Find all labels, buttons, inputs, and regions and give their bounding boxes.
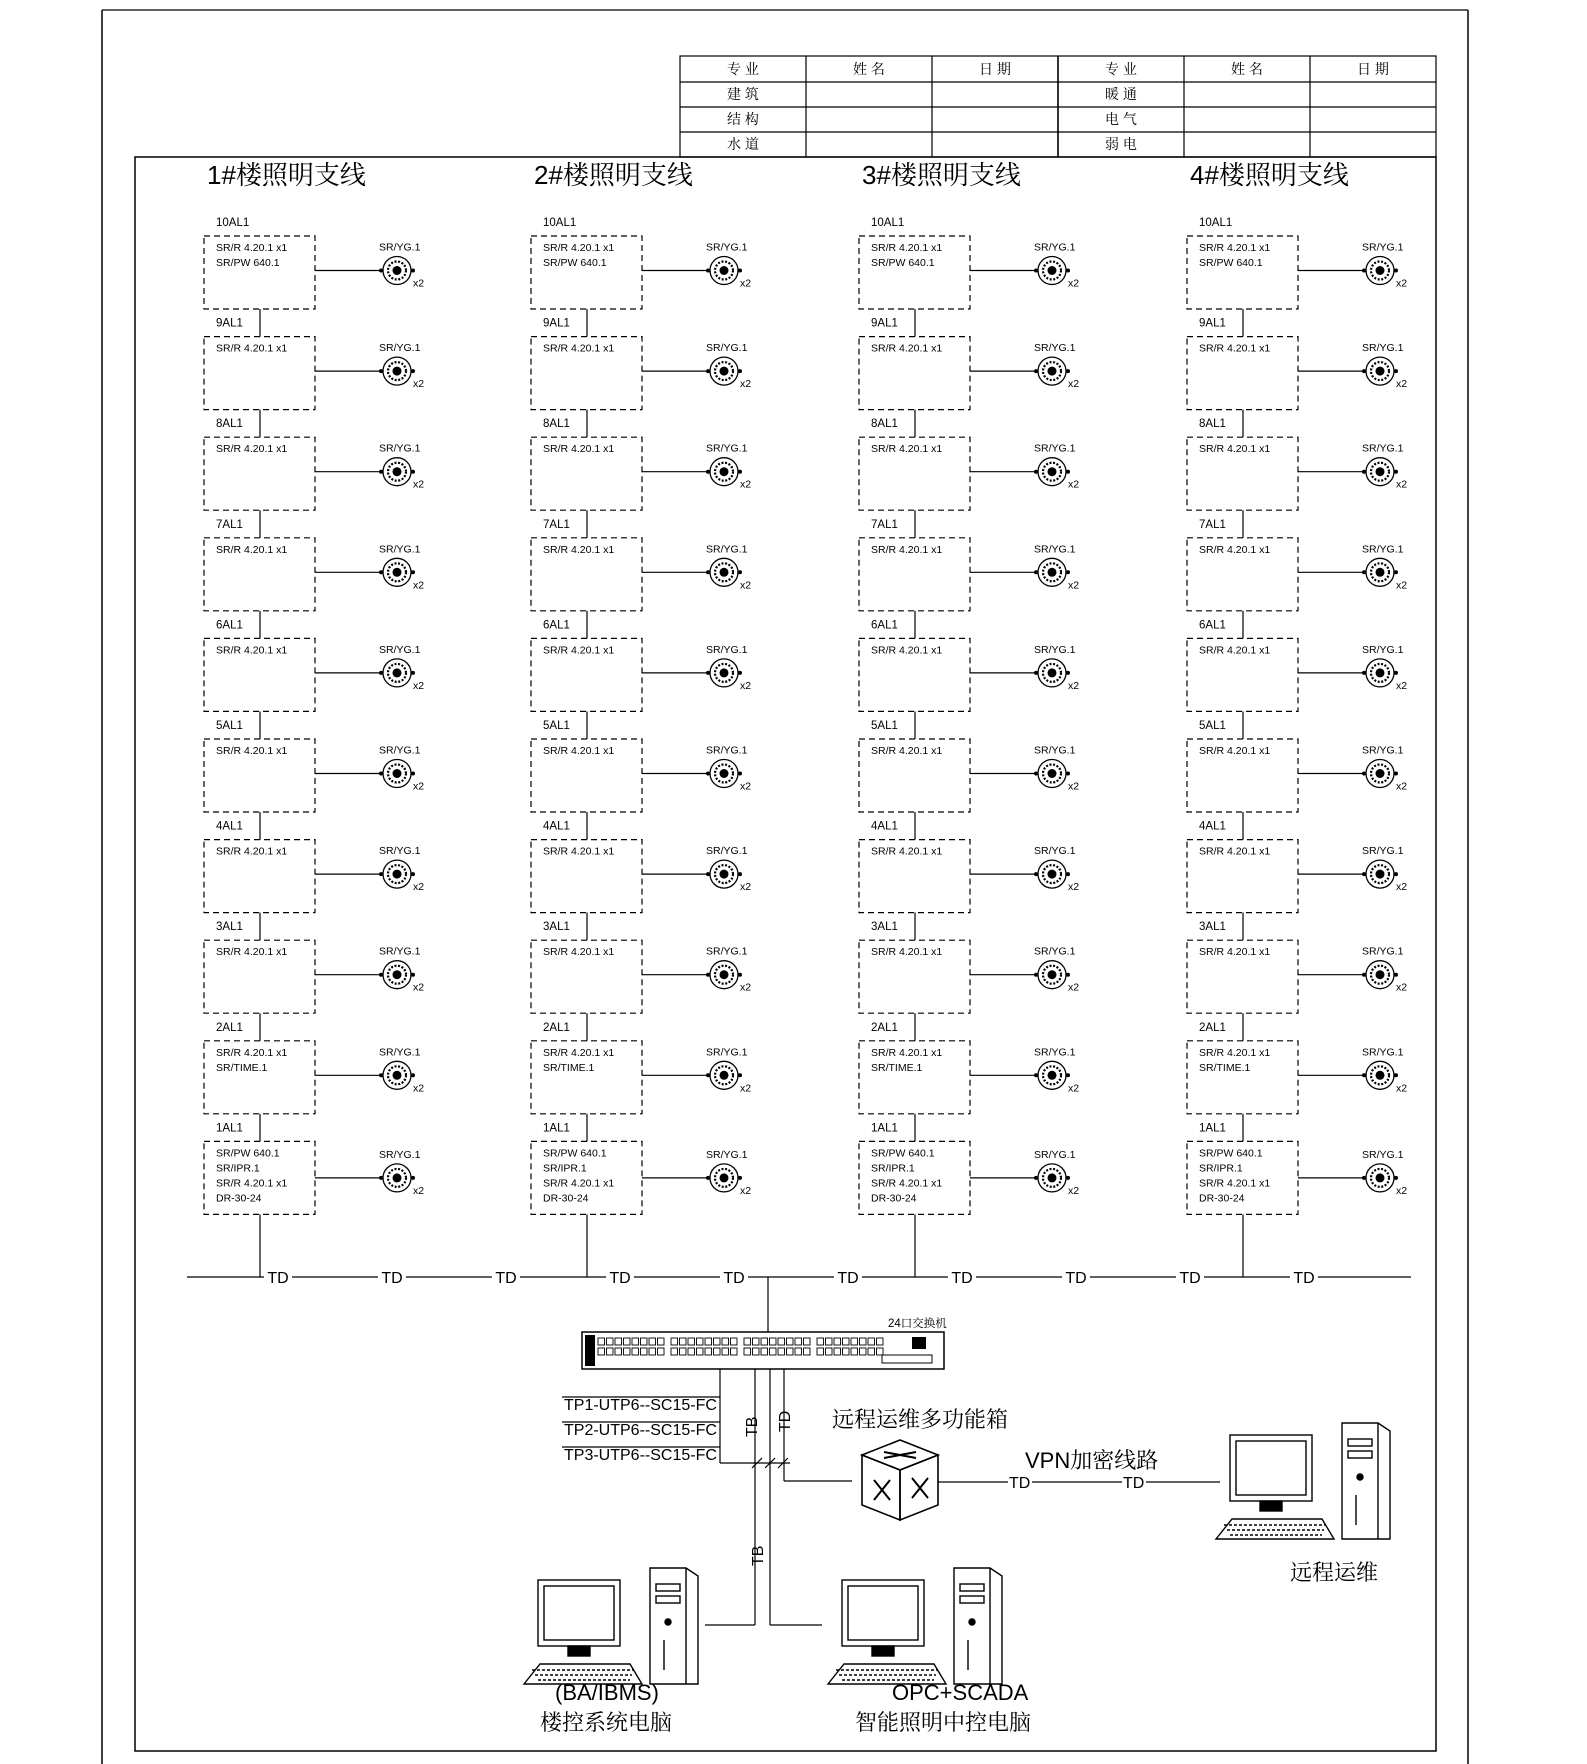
- cable-label-tp2: TP2-UTP6--SC15-FC: [564, 1422, 717, 1439]
- module-text: SR/R 4.20.1 x1: [216, 1046, 288, 1059]
- panel-label: SR/YG.1: [1362, 442, 1404, 455]
- panel-label: SR/YG.1: [706, 241, 748, 254]
- remote-maintenance-box: [862, 1440, 938, 1520]
- cable-label-tp3: TP3-UTP6--SC15-FC: [564, 1447, 717, 1464]
- panel-qty: x2: [1068, 579, 1080, 592]
- panel-qty: x2: [1396, 679, 1408, 692]
- floor-label: 1AL1: [216, 1122, 243, 1135]
- floor-label: 8AL1: [1199, 418, 1226, 431]
- panel-qty: x2: [1396, 579, 1408, 592]
- module-text: SR/TIME.1: [216, 1061, 268, 1074]
- panel-label: SR/YG.1: [1362, 744, 1404, 757]
- module-text: SR/R 4.20.1 x1: [216, 845, 288, 858]
- smart-panel-icon: [1034, 961, 1070, 989]
- panel-label: SR/YG.1: [1034, 442, 1076, 455]
- bus-td-label: TD: [381, 1270, 403, 1287]
- panel-qty: x2: [1396, 378, 1408, 391]
- building-title: 2#楼照明支线: [534, 160, 693, 190]
- module-text: SR/R 4.20.1 x1: [543, 1046, 615, 1059]
- vpn-td-left: TD: [1009, 1475, 1031, 1492]
- floor-label: 3AL1: [543, 921, 570, 934]
- floor-label: 6AL1: [871, 619, 898, 632]
- remote-computer-icon: [1216, 1423, 1390, 1539]
- panel-qty: x2: [1396, 981, 1408, 994]
- smart-panel-icon: [706, 860, 742, 888]
- panel-label: SR/YG.1: [379, 945, 421, 958]
- smart-panel-icon: [706, 659, 742, 687]
- smart-panel-icon: [1362, 760, 1398, 788]
- building-title: 1#楼照明支线: [207, 160, 366, 190]
- module-text: SR/PW 640.1: [543, 1147, 607, 1160]
- floor-label: 7AL1: [871, 518, 898, 531]
- panel-qty: x2: [740, 1184, 752, 1197]
- opc-computer-line1: OPC+SCADA: [892, 1680, 1029, 1705]
- panel-label: SR/YG.1: [1362, 643, 1404, 656]
- smart-panel-icon: [1362, 659, 1398, 687]
- module-text: SR/R 4.20.1 x1: [543, 946, 615, 959]
- smart-panel-icon: [706, 760, 742, 788]
- panel-label: SR/YG.1: [379, 342, 421, 355]
- module-text: SR/R 4.20.1 x1: [216, 946, 288, 959]
- smart-panel-icon: [1034, 760, 1070, 788]
- panel-qty: x2: [1396, 881, 1408, 894]
- smart-panel-icon: [379, 961, 415, 989]
- module-text: SR/R 4.20.1 x1: [871, 845, 943, 858]
- smart-panel-icon: [379, 1061, 415, 1089]
- floor-label: 6AL1: [1199, 619, 1226, 632]
- building-columns: [204, 160, 1407, 1277]
- floor-label: 3AL1: [871, 921, 898, 934]
- panel-qty: x2: [413, 881, 425, 894]
- module-text: SR/R 4.20.1 x1: [543, 242, 615, 254]
- opc-computer-icon: [828, 1568, 1002, 1684]
- module-text: DR-30-24: [216, 1192, 262, 1205]
- module-text: SR/R 4.20.1 x1: [1199, 946, 1271, 959]
- floor-label: 3AL1: [1199, 921, 1226, 934]
- floor-panel: [859, 1122, 1079, 1277]
- floor-panel: [1187, 1122, 1407, 1277]
- smart-panel-icon: [379, 760, 415, 788]
- panel-label: SR/YG.1: [706, 1148, 748, 1161]
- panel-label: SR/YG.1: [1034, 342, 1076, 355]
- module-text: SR/R 4.20.1 x1: [216, 644, 288, 657]
- floor-label: 9AL1: [543, 317, 570, 330]
- module-text: SR/R 4.20.1 x1: [1199, 242, 1271, 254]
- module-text: SR/IPR.1: [543, 1162, 587, 1175]
- panel-qty: x2: [740, 780, 752, 793]
- module-text: SR/R 4.20.1 x1: [216, 443, 288, 456]
- building-column-4: [1187, 160, 1407, 1277]
- module-text: SR/IPR.1: [1199, 1162, 1243, 1175]
- panel-label: SR/YG.1: [1362, 1148, 1404, 1161]
- building-column-2: [531, 160, 751, 1277]
- uplink-port-icon: [912, 1337, 926, 1349]
- floor-panel: [204, 1122, 424, 1277]
- panel-label: SR/YG.1: [1362, 945, 1404, 958]
- panel-label: SR/YG.1: [379, 1046, 421, 1059]
- floor-label: 1AL1: [871, 1122, 898, 1135]
- smart-panel-icon: [706, 961, 742, 989]
- panel-qty: x2: [740, 579, 752, 592]
- floor-label: 4AL1: [216, 820, 243, 833]
- ba-computer-line2: 楼控系统电脑: [540, 1710, 673, 1735]
- smart-panel-icon: [706, 1164, 742, 1192]
- floor-label: 4AL1: [543, 820, 570, 833]
- floor-label: 10AL1: [216, 217, 250, 229]
- panel-label: SR/YG.1: [1034, 643, 1076, 656]
- panel-qty: x2: [413, 378, 425, 391]
- panel-label: SR/YG.1: [379, 543, 421, 556]
- smart-panel-icon: [379, 257, 415, 285]
- floor-label: 1AL1: [543, 1122, 570, 1135]
- title-row-right-0: 暖 通: [1105, 86, 1137, 102]
- smart-panel-icon: [379, 558, 415, 586]
- smart-panel-icon: [1362, 558, 1398, 586]
- panel-qty: x2: [1068, 679, 1080, 692]
- panel-label: SR/YG.1: [1362, 1046, 1404, 1059]
- panel-qty: x2: [740, 277, 752, 290]
- bus-td-label: TD: [1293, 1270, 1315, 1287]
- panel-qty: x2: [1068, 881, 1080, 894]
- title-row-left-2: 水 道: [727, 136, 759, 152]
- building-column-1: [204, 160, 424, 1277]
- panel-label: SR/YG.1: [379, 1148, 421, 1161]
- smart-panel-icon: [1034, 558, 1070, 586]
- smart-panel-icon: [1034, 659, 1070, 687]
- panel-label: SR/YG.1: [379, 845, 421, 858]
- module-text: SR/R 4.20.1 x1: [1199, 845, 1271, 858]
- module-text: SR/R 4.20.1 x1: [543, 644, 615, 657]
- panel-qty: x2: [413, 679, 425, 692]
- ba-computer-line1: (BA/IBMS): [555, 1680, 659, 1705]
- smart-panel-icon: [706, 257, 742, 285]
- panel-label: SR/YG.1: [706, 744, 748, 757]
- floor-label: 9AL1: [871, 317, 898, 330]
- panel-qty: x2: [740, 679, 752, 692]
- smart-panel-icon: [379, 659, 415, 687]
- panel-label: SR/YG.1: [379, 241, 421, 254]
- title-row-left-0: 建 筑: [727, 86, 759, 102]
- module-text: SR/R 4.20.1 x1: [543, 745, 615, 757]
- panel-label: SR/YG.1: [706, 945, 748, 958]
- network-switch: [582, 1277, 947, 1369]
- smart-panel-icon: [706, 357, 742, 385]
- bus-td-label: TD: [1065, 1270, 1087, 1287]
- module-text: SR/R 4.20.1 x1: [543, 342, 615, 355]
- floor-label: 10AL1: [543, 217, 577, 229]
- panel-qty: x2: [413, 1184, 425, 1197]
- floor-label: 9AL1: [216, 317, 243, 330]
- floor-label: 5AL1: [1199, 720, 1226, 732]
- smart-panel-icon: [706, 558, 742, 586]
- tb-label-upper: TB: [744, 1416, 761, 1437]
- panel-qty: x2: [740, 1082, 752, 1095]
- floor-label: 8AL1: [543, 418, 570, 431]
- module-text: SR/PW 640.1: [871, 257, 935, 269]
- title-header-3: 专 业: [1105, 61, 1137, 77]
- panel-label: SR/YG.1: [1362, 543, 1404, 556]
- module-text: SR/R 4.20.1 x1: [871, 1177, 943, 1190]
- module-text: SR/R 4.20.1 x1: [871, 644, 943, 657]
- ba-computer-icon: [524, 1568, 698, 1684]
- panel-qty: x2: [1068, 378, 1080, 391]
- panel-qty: x2: [1396, 478, 1408, 491]
- floor-label: 9AL1: [1199, 317, 1226, 330]
- floor-label: 6AL1: [216, 619, 243, 632]
- switch-label: 24口交换机: [888, 1318, 947, 1330]
- floor-label: 5AL1: [216, 720, 243, 732]
- module-text: SR/PW 640.1: [1199, 1147, 1263, 1160]
- panel-label: SR/YG.1: [379, 643, 421, 656]
- bus-td-label: TD: [495, 1270, 517, 1287]
- floor-label: 4AL1: [1199, 820, 1226, 833]
- module-text: SR/R 4.20.1 x1: [871, 946, 943, 959]
- panel-label: SR/YG.1: [706, 442, 748, 455]
- floor-label: 2AL1: [871, 1021, 898, 1034]
- panel-label: SR/YG.1: [706, 845, 748, 858]
- panel-label: SR/YG.1: [1362, 342, 1404, 355]
- panel-label: SR/YG.1: [706, 1046, 748, 1059]
- panel-qty: x2: [413, 478, 425, 491]
- smart-panel-icon: [1034, 860, 1070, 888]
- panel-qty: x2: [1068, 780, 1080, 793]
- panel-qty: x2: [413, 1082, 425, 1095]
- smart-panel-icon: [706, 458, 742, 486]
- module-text: SR/R 4.20.1 x1: [216, 1177, 288, 1190]
- floor-label: 7AL1: [1199, 518, 1226, 531]
- module-text: SR/R 4.20.1 x1: [1199, 1177, 1271, 1190]
- panel-label: SR/YG.1: [1034, 1148, 1076, 1161]
- smart-panel-icon: [1362, 357, 1398, 385]
- floor-label: 2AL1: [543, 1021, 570, 1034]
- module-text: SR/PW 640.1: [1199, 257, 1263, 269]
- module-text: SR/R 4.20.1 x1: [216, 242, 288, 254]
- floor-label: 6AL1: [543, 619, 570, 632]
- smart-panel-icon: [379, 860, 415, 888]
- remote-computer-label: 远程运维: [1290, 1560, 1379, 1585]
- opc-computer-line2: 智能照明中控电脑: [855, 1710, 1032, 1735]
- module-text: SR/R 4.20.1 x1: [543, 443, 615, 456]
- floor-label: 4AL1: [871, 820, 898, 833]
- floor-label: 2AL1: [216, 1021, 243, 1034]
- panel-label: SR/YG.1: [379, 442, 421, 455]
- bus-td-label: TD: [267, 1270, 289, 1287]
- building-title: 3#楼照明支线: [862, 160, 1021, 190]
- panel-qty: x2: [1396, 277, 1408, 290]
- module-text: SR/PW 640.1: [543, 257, 607, 269]
- module-text: SR/R 4.20.1 x1: [1199, 543, 1271, 556]
- panel-label: SR/YG.1: [379, 744, 421, 757]
- title-header-2: 日 期: [979, 61, 1011, 77]
- panel-label: SR/YG.1: [1034, 241, 1076, 254]
- smart-panel-icon: [706, 1061, 742, 1089]
- module-text: SR/PW 640.1: [216, 257, 280, 269]
- bus-td-label: TD: [951, 1270, 973, 1287]
- module-text: SR/R 4.20.1 x1: [1199, 644, 1271, 657]
- title-header-5: 日 期: [1357, 61, 1389, 77]
- floor-panel: [531, 1122, 751, 1277]
- floor-label: 5AL1: [871, 720, 898, 732]
- smart-panel-icon: [1034, 1164, 1070, 1192]
- module-text: SR/TIME.1: [871, 1061, 923, 1074]
- module-text: SR/R 4.20.1 x1: [216, 342, 288, 355]
- cable-label-tp1: TP1-UTP6--SC15-FC: [564, 1397, 717, 1414]
- panel-label: SR/YG.1: [1034, 1046, 1076, 1059]
- panel-qty: x2: [1068, 1082, 1080, 1095]
- smart-panel-icon: [379, 357, 415, 385]
- title-header-0: 专 业: [727, 61, 759, 77]
- panel-label: SR/YG.1: [1034, 845, 1076, 858]
- title-header-1: 姓 名: [853, 61, 885, 77]
- module-text: SR/R 4.20.1 x1: [871, 342, 943, 355]
- panel-qty: x2: [1396, 780, 1408, 793]
- smart-panel-icon: [1362, 961, 1398, 989]
- smart-panel-icon: [1362, 257, 1398, 285]
- bus-td-label: TD: [609, 1270, 631, 1287]
- smart-panel-icon: [1362, 860, 1398, 888]
- module-text: DR-30-24: [871, 1192, 917, 1205]
- title-row-right-1: 电 气: [1105, 111, 1137, 127]
- panel-qty: x2: [413, 579, 425, 592]
- panel-qty: x2: [1068, 1184, 1080, 1197]
- smart-panel-icon: [1362, 458, 1398, 486]
- bus-td-label: TD: [1179, 1270, 1201, 1287]
- floor-label: 7AL1: [216, 518, 243, 531]
- module-text: SR/R 4.20.1 x1: [1199, 745, 1271, 757]
- panel-qty: x2: [740, 378, 752, 391]
- floor-label: 5AL1: [543, 720, 570, 732]
- panel-qty: x2: [1068, 981, 1080, 994]
- module-text: SR/R 4.20.1 x1: [543, 543, 615, 556]
- module-text: DR-30-24: [1199, 1192, 1245, 1205]
- tb-label-lower: TB: [750, 1545, 767, 1566]
- td-bus: [187, 1270, 1411, 1287]
- panel-qty: x2: [1396, 1184, 1408, 1197]
- module-text: SR/PW 640.1: [871, 1147, 935, 1160]
- title-header-4: 姓 名: [1231, 61, 1263, 77]
- module-text: SR/IPR.1: [871, 1162, 915, 1175]
- module-text: SR/R 4.20.1 x1: [216, 745, 288, 757]
- panel-label: SR/YG.1: [706, 342, 748, 355]
- smart-panel-icon: [1034, 1061, 1070, 1089]
- floor-label: 2AL1: [1199, 1021, 1226, 1034]
- smart-panel-icon: [379, 458, 415, 486]
- panel-label: SR/YG.1: [1362, 845, 1404, 858]
- title-row-left-1: 结 构: [727, 111, 759, 127]
- vpn-td-right: TD: [1123, 1475, 1145, 1492]
- panel-qty: x2: [413, 780, 425, 793]
- smart-panel-icon: [1362, 1061, 1398, 1089]
- td-label-upper: TD: [777, 1410, 794, 1432]
- floor-label: 1AL1: [1199, 1122, 1226, 1135]
- panel-qty: x2: [1396, 1082, 1408, 1095]
- smart-panel-icon: [1034, 257, 1070, 285]
- module-text: SR/R 4.20.1 x1: [1199, 1046, 1271, 1059]
- module-text: SR/R 4.20.1 x1: [871, 543, 943, 556]
- module-text: SR/R 4.20.1 x1: [1199, 443, 1271, 456]
- smart-panel-icon: [379, 1164, 415, 1192]
- panel-label: SR/YG.1: [1362, 241, 1404, 254]
- panel-qty: x2: [740, 881, 752, 894]
- floor-label: 7AL1: [543, 518, 570, 531]
- module-text: SR/R 4.20.1 x1: [871, 242, 943, 254]
- panel-label: SR/YG.1: [706, 543, 748, 556]
- module-text: SR/R 4.20.1 x1: [543, 1177, 615, 1190]
- module-text: SR/TIME.1: [543, 1061, 595, 1074]
- cable-labels: [564, 1397, 794, 1566]
- panel-label: SR/YG.1: [1034, 744, 1076, 757]
- building-title: 4#楼照明支线: [1190, 160, 1349, 190]
- panel-qty: x2: [413, 277, 425, 290]
- floor-label: 3AL1: [216, 921, 243, 934]
- remote-box-label: 远程运维多功能箱: [832, 1407, 1009, 1432]
- vpn-label: VPN加密线路: [1025, 1448, 1159, 1473]
- panel-label: SR/YG.1: [1034, 543, 1076, 556]
- smart-panel-icon: [1034, 458, 1070, 486]
- smart-panel-icon: [1034, 357, 1070, 385]
- panel-qty: x2: [1068, 277, 1080, 290]
- module-text: DR-30-24: [543, 1192, 589, 1205]
- module-text: SR/IPR.1: [216, 1162, 260, 1175]
- bus-td-label: TD: [837, 1270, 859, 1287]
- title-row-right-2: 弱 电: [1105, 136, 1137, 152]
- module-text: SR/PW 640.1: [216, 1147, 280, 1160]
- smart-panel-icon: [1362, 1164, 1398, 1192]
- floor-label: 10AL1: [1199, 217, 1233, 229]
- module-text: SR/R 4.20.1 x1: [216, 543, 288, 556]
- panel-qty: x2: [1068, 478, 1080, 491]
- title-block: [680, 56, 1436, 157]
- panel-qty: x2: [413, 981, 425, 994]
- module-text: SR/R 4.20.1 x1: [543, 845, 615, 858]
- panel-qty: x2: [740, 478, 752, 491]
- module-text: SR/R 4.20.1 x1: [871, 1046, 943, 1059]
- module-text: SR/R 4.20.1 x1: [871, 443, 943, 456]
- building-column-3: [859, 160, 1079, 1277]
- floor-label: 10AL1: [871, 217, 905, 229]
- bus-td-label: TD: [723, 1270, 745, 1287]
- floor-label: 8AL1: [216, 418, 243, 431]
- module-text: SR/R 4.20.1 x1: [1199, 342, 1271, 355]
- panel-label: SR/YG.1: [1034, 945, 1076, 958]
- module-text: SR/TIME.1: [1199, 1061, 1251, 1074]
- panel-qty: x2: [740, 981, 752, 994]
- panel-label: SR/YG.1: [706, 643, 748, 656]
- floor-label: 8AL1: [871, 418, 898, 431]
- module-text: SR/R 4.20.1 x1: [871, 745, 943, 757]
